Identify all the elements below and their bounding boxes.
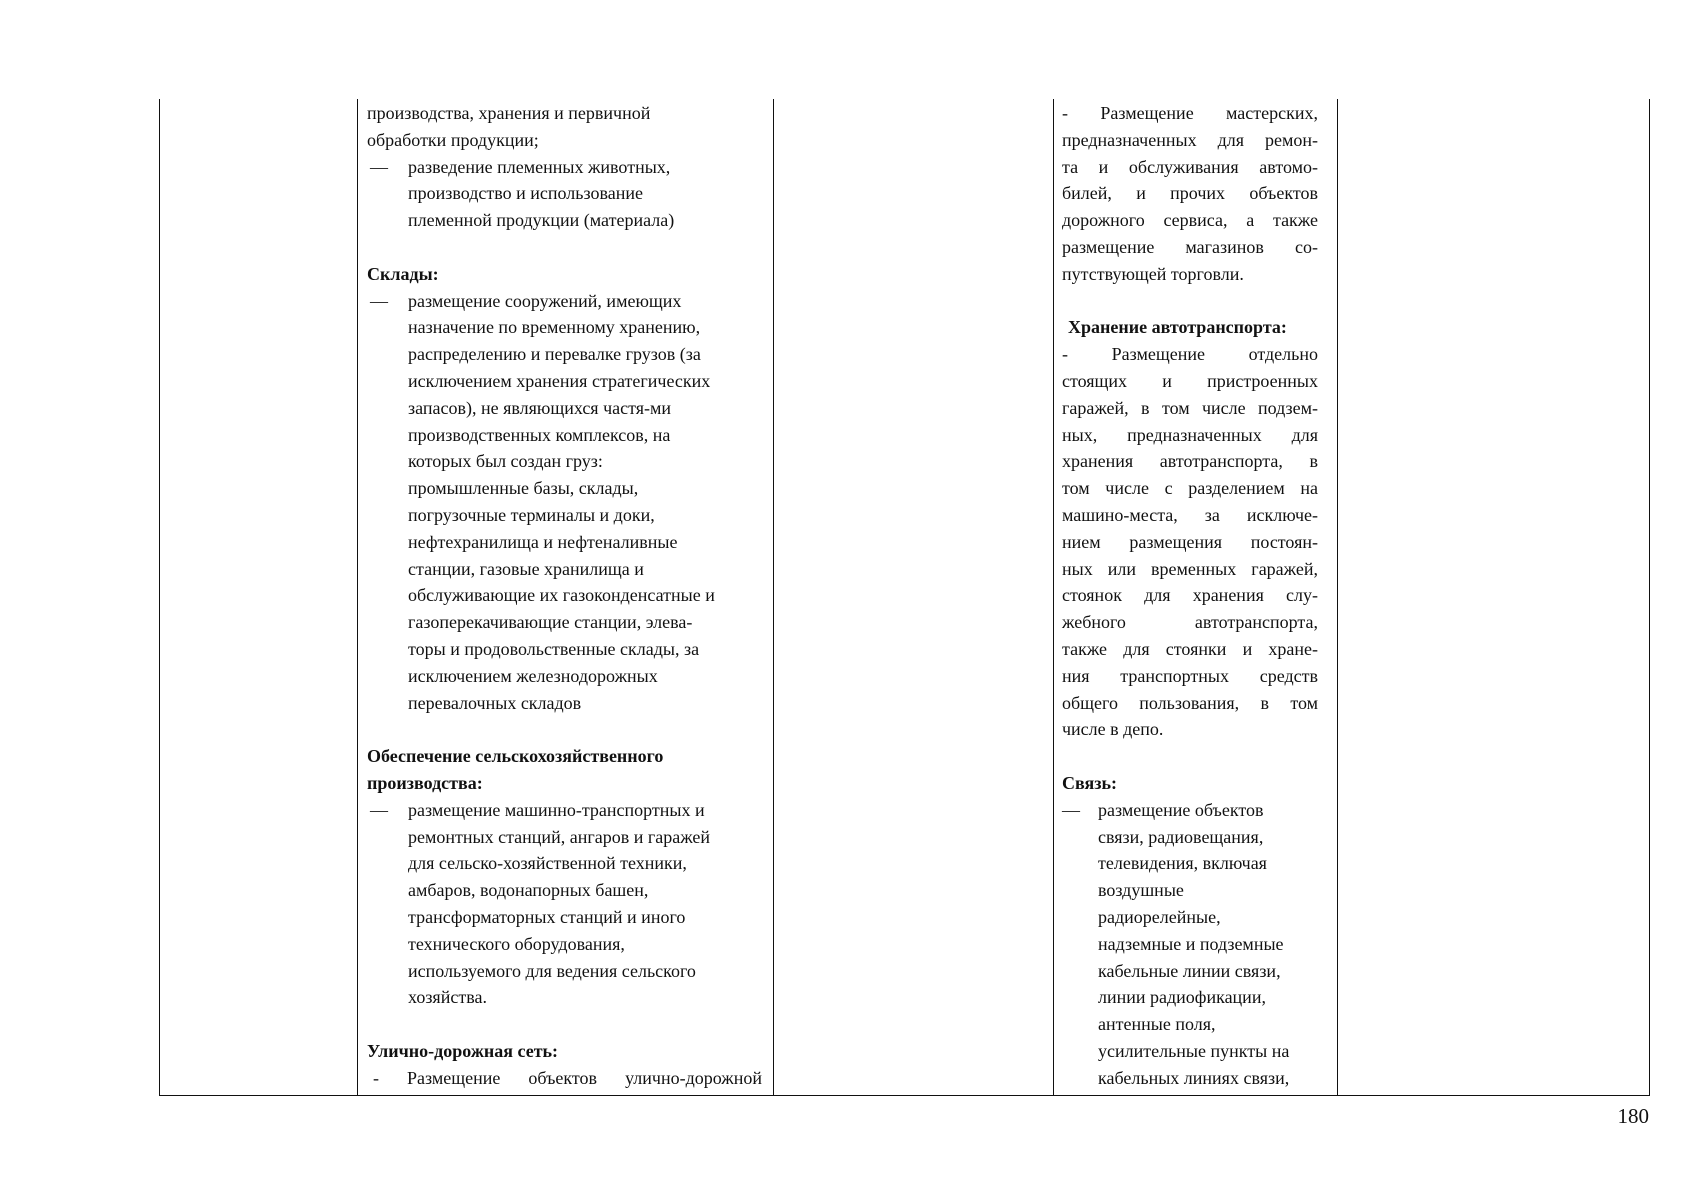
storage-text-line: машино-места, за исключе- [1062, 504, 1318, 525]
text-line: радиорелейные, [1098, 906, 1221, 927]
table-border-right [1649, 99, 1650, 1096]
text-line: перевалочных складов [408, 692, 582, 713]
text-line: надземные и подземные [1098, 933, 1284, 954]
table-border-bottom [159, 1095, 1649, 1096]
text-line: торы и продовольственные склады, за [408, 638, 700, 659]
storage-text-line: гаражей, в том числе подзем- [1062, 397, 1318, 418]
table-divider-1 [357, 99, 358, 1096]
dash-marker: — [370, 799, 388, 820]
text-line: технического оборудования, [408, 933, 625, 954]
intro-line: производства, хранения и первичной [367, 103, 651, 123]
workshops-text-line: путствующей торговли. [1062, 263, 1244, 284]
text-line: которых был создан груз: [408, 451, 603, 472]
dash-marker: — [1062, 799, 1080, 820]
text-line: исключением железнодорожных [408, 665, 658, 686]
storage-text-line: жебного автотранспорта, [1062, 612, 1318, 633]
text-line: размещение объектов [1098, 799, 1264, 820]
text-line: кабельные линии связи, [1098, 960, 1281, 981]
storage-text-line: ния транспортных средств [1062, 665, 1318, 686]
table-border-left [159, 99, 160, 1096]
section-heading-agri-support: производства: [367, 772, 483, 793]
workshops-text-line: предназначенных для ремон- [1062, 129, 1318, 150]
table-divider-3 [1053, 99, 1054, 1096]
warehouses-list-item [367, 288, 762, 717]
breeding-list-item [367, 154, 762, 234]
storage-text-line: стоянок для хранения слу- [1062, 585, 1318, 606]
storage-text-line: числе в депо. [1062, 719, 1164, 740]
text-line: усилительные пункты на [1098, 1040, 1290, 1061]
dash-marker: — [370, 290, 388, 311]
storage-text-line: нием размещения постоян- [1062, 531, 1318, 552]
agri-support-list-item [367, 797, 762, 1011]
text-line: связи, радиовещания, [1098, 826, 1264, 847]
text-line: используемого для ведения сельского [408, 960, 696, 981]
table-divider-2 [773, 99, 774, 1096]
text-line: размещение сооружений, имеющих [408, 290, 682, 311]
intro-line: обработки продукции; [367, 129, 539, 150]
street-network-line: - Размещение объектов улично-дорожной [373, 1067, 762, 1088]
text-line: воздушные [1098, 880, 1184, 901]
section-heading-street-network: Улично-дорожная сеть: [367, 1040, 559, 1061]
text-line: запасов), не являющихся частя-ми [408, 397, 672, 418]
text-line: телевидения, включая [1098, 853, 1267, 874]
workshops-text-line: билей, и прочих объектов [1062, 183, 1318, 204]
text-line: хозяйства. [408, 987, 487, 1008]
workshops-text-line: дорожного сервиса, а также [1062, 210, 1318, 231]
communication-list-item [1062, 797, 1318, 1092]
storage-text-line: хранения автотранспорта, в [1062, 451, 1318, 472]
text-line: трансформаторных станций и иного [408, 906, 686, 927]
text-line: амбаров, водонапорных башен, [408, 880, 649, 901]
text-line: назначение по временному хранению, [408, 317, 701, 338]
column-conditional-uses [1062, 100, 1318, 1091]
storage-text-line: - Размещение отдельно [1062, 344, 1318, 365]
workshops-text-line: - Размещение мастерских, [1062, 103, 1318, 123]
workshops-text-line: размещение магазинов со- [1062, 236, 1318, 257]
column-permitted-uses [367, 100, 762, 1091]
text-line: исключением хранения стратегических [408, 370, 711, 391]
text-line: станции, газовые хранилища и [408, 558, 644, 579]
section-heading-warehouses: Склады: [367, 263, 439, 284]
workshops-text-line: та и обслуживания автомо- [1062, 156, 1318, 177]
dash-marker: — [370, 156, 388, 177]
text-line: линии радиофикации, [1098, 987, 1266, 1008]
text-line: племенной продукции (материала) [408, 210, 675, 231]
text-line: для сельско-хозяйственной техники, [408, 853, 687, 874]
section-heading-communication: Связь: [1062, 772, 1117, 793]
storage-text-line: также для стоянки и хране- [1062, 638, 1318, 659]
text-line: размещение машинно-транспортных и [408, 799, 705, 820]
text-line: производство и использование [408, 183, 643, 204]
storage-text-line: общего пользования, в том [1062, 692, 1318, 713]
text-line: производственных комплексов, на [408, 424, 671, 445]
section-heading-vehicle-storage: Хранение автотранспорта: [1068, 317, 1287, 338]
text-line: погрузочные терминалы и доки, [408, 504, 655, 525]
storage-text-line: стоящих и пристроенных [1062, 370, 1318, 391]
text-line: антенные поля, [1098, 1014, 1216, 1035]
text-line: газоперекачивающие станции, элева- [408, 612, 693, 633]
text-line: промышленные базы, склады, [408, 478, 639, 499]
text-line: распределению и перевалке грузов (за [408, 344, 701, 365]
text-line: ремонтных станций, ангаров и гаражей [408, 826, 711, 847]
section-heading-agri-support: Обеспечение сельскохозяйственного [367, 746, 664, 767]
text-line: нефтехранилища и нефтеналивные [408, 531, 678, 552]
storage-text-line: ных или временных гаражей, [1062, 558, 1318, 579]
storage-text-line: том числе с разделением на [1062, 478, 1318, 499]
storage-text-line: ных, предназначенных для [1062, 424, 1318, 445]
text-line: кабельных линиях связи, [1098, 1067, 1290, 1088]
text-line: обслуживающие их газоконденсатные и [408, 585, 715, 606]
text-line: разведение племенных животных, [408, 156, 671, 177]
table-divider-4 [1337, 99, 1338, 1096]
page-number: 180 [1617, 1104, 1649, 1128]
